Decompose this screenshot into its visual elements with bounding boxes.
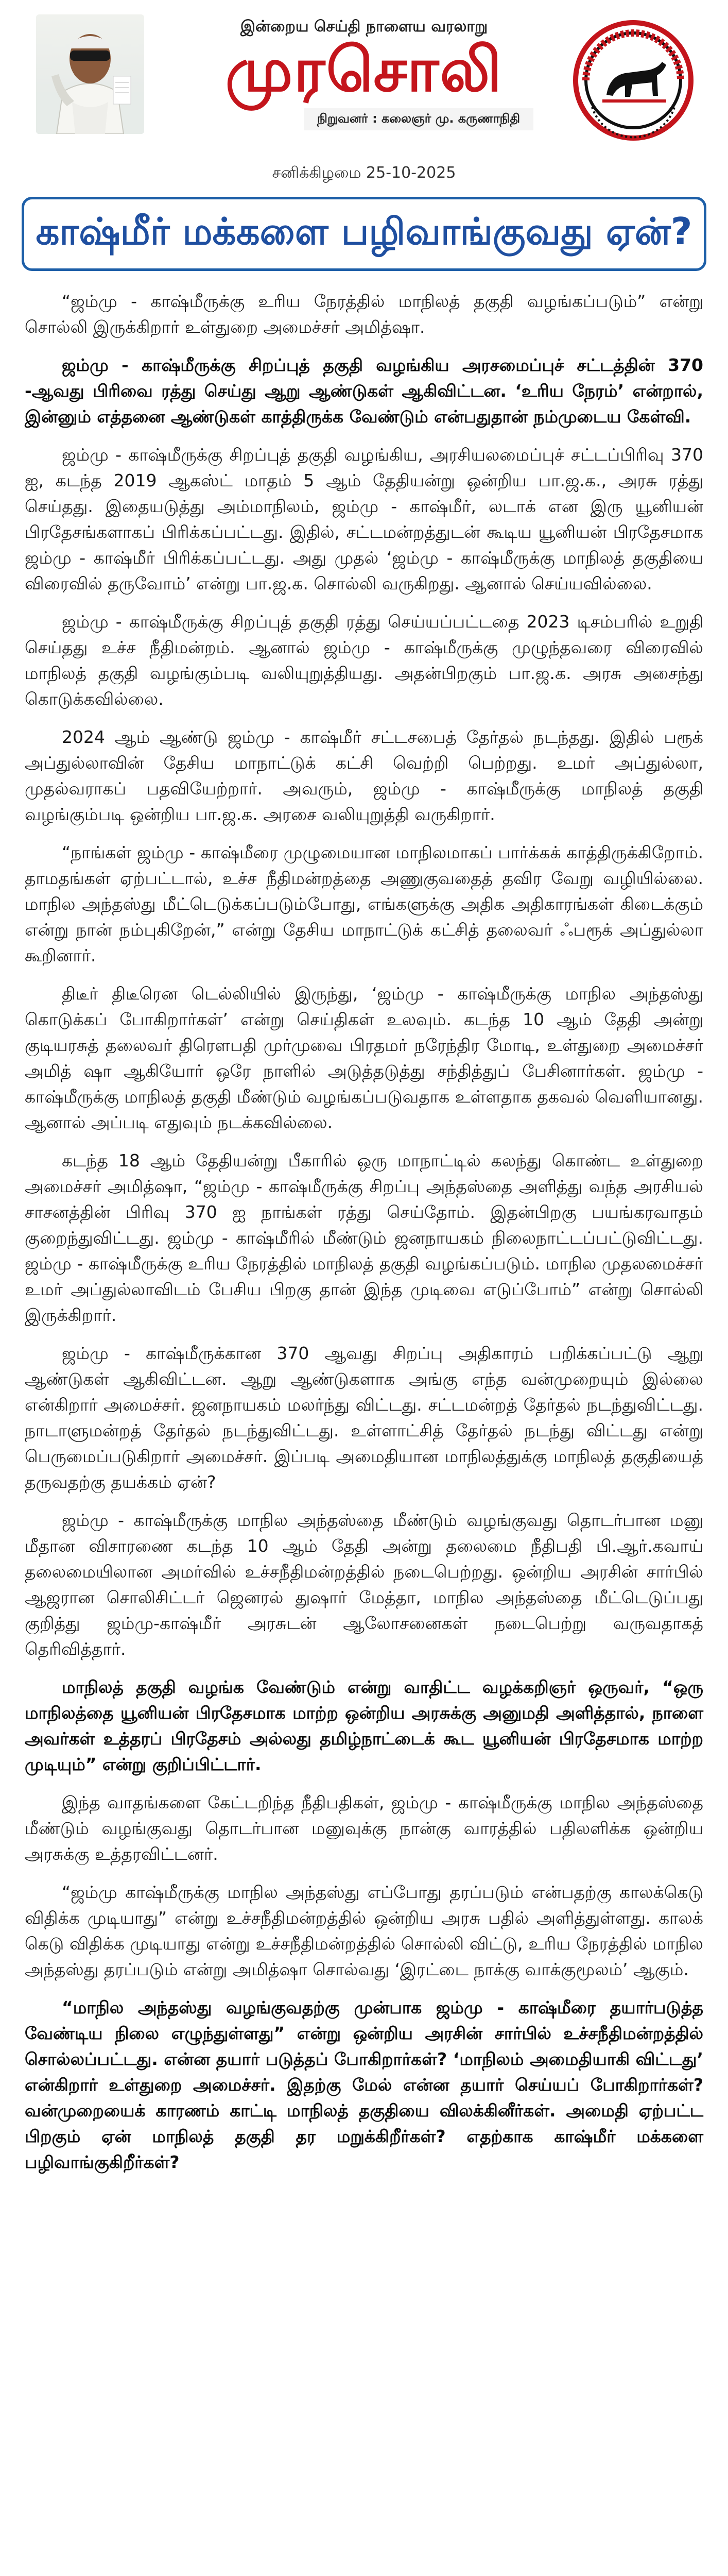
party-emblem-icon [571,19,695,142]
article-paragraph: மாநிலத் தகுதி வழங்க வேண்டும் என்று வாதிட்ட வழக்கறிஞர் ஒருவர், “ஒரு மாநிலத்தை யூனியன் பிரதேசமாக மாற்ற ஒன்றிய அரசுக்கு அனுமதி அளித்தால், நாளை அவர்கள் உத்தரப் பிரதேசம் அல்லது தமிழ்நாட்டைக் கூட யூனியன் பிரதேசமாக மாற்ற முடியும்” என்று குறிப்பிட்டார். [25,1677,703,1774]
article-paragraph: “ஜம்மு காஷ்மீருக்கு மாநில அந்தஸ்து எப்போது தரப்படும் என்பதற்கு காலக்கெடு விதிக்க முடியாது” என்று உச்சநீதிமன்றத்தில் ஒன்றிய அரசு பதில் அளித்துள்ளது. காலக் கெடு விதிக்க முடியாது என்று உச்சநீதிமன்றத்தில் சொல்லி விட்டு, உரிய நேரத்தில் மாநில அந்தஸ்து தரப்படும் என்று அமித்ஷா சொல்வது ‘இரட்டை நாக்கு வாக்குமூலம்’ ஆகும். [25,1882,704,1979]
masthead [0,0,728,155]
article-paragraph: ஜம்மு - காஷ்மீருக்கு சிறப்புத் தகுதி வழங்கிய, அரசியலமைப்புச் சட்டப்பிரிவு 370 ஐ, கடந்த 2019 ஆகஸ்ட் மாதம் 5 ஆம் தேதியன்று ஒன்றிய பா.ஜ.க., அரசு ரத்து செய்தது. இதையடுத்து அம்மாநிலம், ஜம்மு - காஷ்மீர், லடாக் என இரு யூனியன் பிரதேசங்களாகப் பிரிக்கப்பட்டது. இதில், சட்டமன்றத்துடன் கூடிய யூனியன் பிரதேசமாக ஜம்மு - காஷ்மீர் பிரிக்கப்பட்டது. அது முதல் ‘ஜம்மு - காஷ்மீருக்கு மாநிலத் தகுதியை விரைவில் தருவோம்’ என்று பா.ஜ.க. சொல்லி வருகிறது. ஆனால் செய்யவில்லை. [25,445,703,594]
headline-frame [22,197,706,271]
article-paragraph: “நாங்கள் ஜம்மு - காஷ்மீரை முழுமையான மாநிலமாகப் பார்க்கக் காத்திருக்கிறோம். தாமதங்கள் ஏற்பட்டால், உச்ச நீதிமன்றத்தை அணுகுவதைத் தவிர வேறு வழியில்லை. மாநில அந்தஸ்து மீட்டெடுக்கப்படும்போது, எங்களுக்கு அதிக அதிகாரங்கள் கிடைக்கும் என்று நான் நம்புகிறேன்,” என்று தேசிய மாநாட்டுக் கட்சித் தலைவர் ஃபரூக் அப்துல்லா கூறினார். [25,842,703,965]
founder-credit: நிறுவனர் : கலைஞர் மு. கருணாநிதி [304,108,533,130]
article-paragraph: இந்த வாதங்களை கேட்டறிந்த நீதிபதிகள், ஜம்மு - காஷ்மீருக்கு மாநில அந்தஸ்தை மீண்டும் வழங்குவது தொடர்பான மனுவுக்கு நான்கு வாரத்தில் பதிலளிக்க ஒன்றிய அரசுக்கு உத்தரவிட்டனர். [25,1792,703,1864]
article-body [25,289,703,2188]
article-paragraph: 2024 ஆம் ஆண்டு ஜம்மு - காஷ்மீர் சட்டசபைத் தேர்தல் நடந்தது. இதில் பரூக் அப்துல்லாவின் தேசிய மாநாட்டுக் கட்சி வெற்றி பெற்றது. உமர் அப்துல்லா, முதல்வராகப் பதவியேற்றார். அவரும், ஜம்மு - காஷ்மீருக்கு மாநிலத் தகுதி வழங்கும்படி ஒன்றிய பா.ஜ.க. அரசை வலியுறுத்தி வருகிறார். [25,727,703,824]
dateline: சனிக்கிழமை 25-10-2025 [272,164,456,182]
tagline: இன்றைய செய்தி நாளைய வரலாறு [240,18,488,36]
headline: காஷ்மீர் மக்களை பழிவாங்குவது ஏன்? [36,210,692,253]
article-paragraph: ஜம்மு - காஷ்மீருக்கு மாநில அந்தஸ்தை மீண்டும் வழங்குவது தொடர்பான மனு மீதான விசாரணை கடந்த 10 ஆம் தேதி அன்று தலைமை நீதிபதி பி.ஆர்.கவாய் தலைமையிலான அமர்வில் உச்சநீதிமன்றத்தில் நடைபெற்றது. ஒன்றிய அரசின் சார்பில் ஆஜரான சொலிசிட்டர் ஜெனரல் துஷார் மேத்தா, மாநில அந்தஸ்தை மீட்டெடுப்பது குறித்து ஜம்மு-காஷ்மீர் அரசுடன் ஆலோசனைகள் நடைபெற்று வருவதாகத் தெரிவித்தார். [25,1510,703,1659]
article-paragraph: ஜம்மு - காஷ்மீருக்கு சிறப்புத் தகுதி ரத்து செய்யப்பட்டதை 2023 டிசம்பரில் உறுதி செய்தது உச்ச நீதிமன்றம். ஆனால் ஜம்மு - காஷ்மீருக்கு முழுந்தவரை விரைவில் மாநிலத் தகுதி வழங்கும்படி வலியுறுத்தியது. அதன்பிறகும் பா.ஜ.க. அரசு அசைந்து கொடுக்கவில்லை. [25,612,703,709]
article-paragraph: ஜம்மு - காஷ்மீருக்கான 370 ஆவது சிறப்பு அதிகாரம் பறிக்கப்பட்டு ஆறு ஆண்டுகள் ஆகிவிட்டன. ஆறு ஆண்டுகளாக அங்கு எந்த வன்முறையும் இல்லை என்கிறார் அமைச்சர். ஜனநாயகம் மலர்ந்து விட்டது. சட்டமன்றத் தேர்தல் நடந்துவிட்டது. நாடாளுமன்றத் தேர்தல் நடந்துவிட்டது. உள்ளாட்சித் தேர்தல் நடந்து விட்டது என்று பெருமைப்படுகிறார் அமைச்சர். இப்படி அமைதியான மாநிலத்துக்கு மாநிலத் தகுதியைத் தருவதற்கு தயக்கம் ஏன்? [25,1343,703,1492]
article-paragraph: ஜம்மு - காஷ்மீருக்கு சிறப்புத் தகுதி வழங்கிய அரசமைப்புச் சட்டத்தின் 370 -ஆவது பிரிவை ரத்து செய்து ஆறு ஆண்டுகள் ஆகிவிட்டன. ‘உரிய நேரம்’ என்றால், இன்னும் எத்தனை ஆண்டுகள் காத்திருக்க வேண்டும் என்பதுதான் நம்முடைய கேள்வி. [25,355,703,427]
article-paragraph: கடந்த 18 ஆம் தேதியன்று பீகாரில் ஒரு மாநாட்டில் கலந்து கொண்ட உள்துறை அமைச்சர் அமித்ஷா, “ஜம்மு - காஷ்மீருக்கு சிறப்பு அந்தஸ்தை அளித்து வந்த அரசியல் சாசனத்தின் பிரிவு 370 ஐ நாங்கள் ரத்து செய்தோம். இதன்பிறகு பயங்கரவாதம் குறைந்துவிட்டது. ஜம்மு - காஷ்மீரில் மீண்டும் ஜனநாயகம் நிலைநாட்டப்பட்டுவிட்டது. ஜம்மு - காஷ்மீருக்கு உரிய நேரத்தில் மாநிலத் தகுதி வழங்கப்படும். மாநில முதலமைச்சர் உமர் அப்துல்லாவிடம் பேசிய பிறகு தான் இந்த முடிவை எடுப்போம்” என்று சொல்லி இருக்கிறார். [25,1150,703,1325]
newspaper-logo: முரசொலி [225,34,503,105]
article-paragraph: திடீர் திடீரென டெல்லியில் இருந்து, ‘ஜம்மு - காஷ்மீருக்கு மாநில அந்தஸ்து கொடுக்கப் போகிறார்கள்’ என்று செய்திகள் உலவும். கடந்த 10 ஆம் தேதி அன்று குடியரசுத் தலைவர் திரௌபதி முர்முவை பிரதமர் நரேந்திர மோடி, உள்துறை அமைச்சர் அமித் ஷா ஆகியோர் ஒரே நாளில் அடுத்தடுத்து சந்தித்துப் பேசினார்கள். ஜம்மு - காஷ்மீருக்கு மாநிலத் தகுதி மீண்டும் வழங்கப்படுவதாக உள்ளதாக தகவல் வெளியானது. ஆனால் அப்படி எதுவும் நடக்கவில்லை. [25,984,703,1132]
article-paragraph: “ஜம்மு - காஷ்மீருக்கு உரிய நேரத்தில் மாநிலத் தகுதி வழங்கப்படும்” என்று சொல்லி இருக்கிறார் உள்துறை அமைச்சர் அமித்ஷா. [25,291,703,337]
article-paragraph: “மாநில அந்தஸ்து வழங்குவதற்கு முன்பாக ஜம்மு - காஷ்மீரை தயார்படுத்த வேண்டிய நிலை எழுந்துள்ளது” என்று ஒன்றிய அரசின் சார்பில் உச்சநீதிமன்றத்தில் சொல்லப்பட்டது. என்ன தயார் படுத்தப் போகிறார்கள்? ‘மாநிலம் அமைதியாகி விட்டது’ என்கிறார் உள்துறை அமைச்சர். இதற்கு மேல் என்ன தயார் செய்யப் போகிறார்கள்? வன்முறையைக் காரணம் காட்டி மாநிலத் தகுதியை விலக்கினீர்கள். அமைதி ஏற்பட்ட பிறகும் ஏன் மாநிலத் தகுதி தர மறுக்கிறீர்கள்? எதற்காக காஷ்மீர் மக்களை பழிவாங்குகிறீர்கள்? [25,1997,703,2172]
